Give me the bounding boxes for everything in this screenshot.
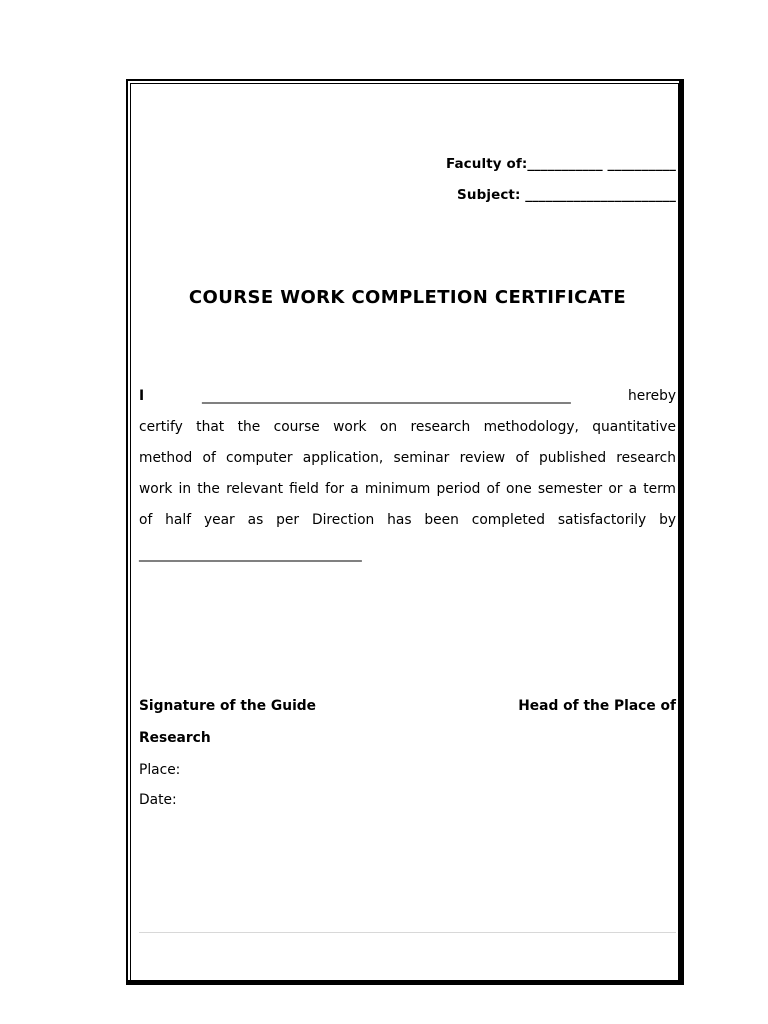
certificate-title: COURSE WORK COMPLETION CERTIFICATE (188, 287, 627, 308)
faculty-blank-2: __________ (607, 156, 676, 172)
body-pronoun: I (139, 388, 145, 404)
subject-blank: ______________________ (525, 187, 676, 203)
page-border-inner (130, 83, 679, 981)
faculty-field (446, 156, 676, 172)
subject-field (457, 187, 676, 203)
body-line-3: method of computer application, seminar review of published research (139, 450, 676, 466)
body-line-4: work in the relevant field for a minimum period of one semester or a term (139, 481, 676, 497)
head-signature-label: Head of the Place of (518, 698, 676, 714)
guide-signature-label: Signature of the Guide (139, 698, 317, 714)
faculty-blank-1: ___________ (527, 156, 603, 172)
footer-divider (139, 932, 676, 933)
subject-label: Subject: (457, 187, 521, 203)
body-line-1 (139, 388, 676, 404)
name-blank: __________________________________________________________ (201, 388, 571, 404)
body-line-5: of half year as per Direction has been completed satisfactorily by (139, 512, 676, 528)
body-line-2: certify that the course work on research methodology, quantitative (139, 419, 676, 435)
head-signature-label-cont: Research (139, 730, 211, 746)
body-hereby: hereby (627, 388, 676, 404)
candidate-blank: ___________________________________ (139, 546, 362, 562)
faculty-label: Faculty of: (445, 156, 528, 172)
place-label: Place: (139, 762, 181, 778)
date-label: Date: (139, 792, 177, 808)
